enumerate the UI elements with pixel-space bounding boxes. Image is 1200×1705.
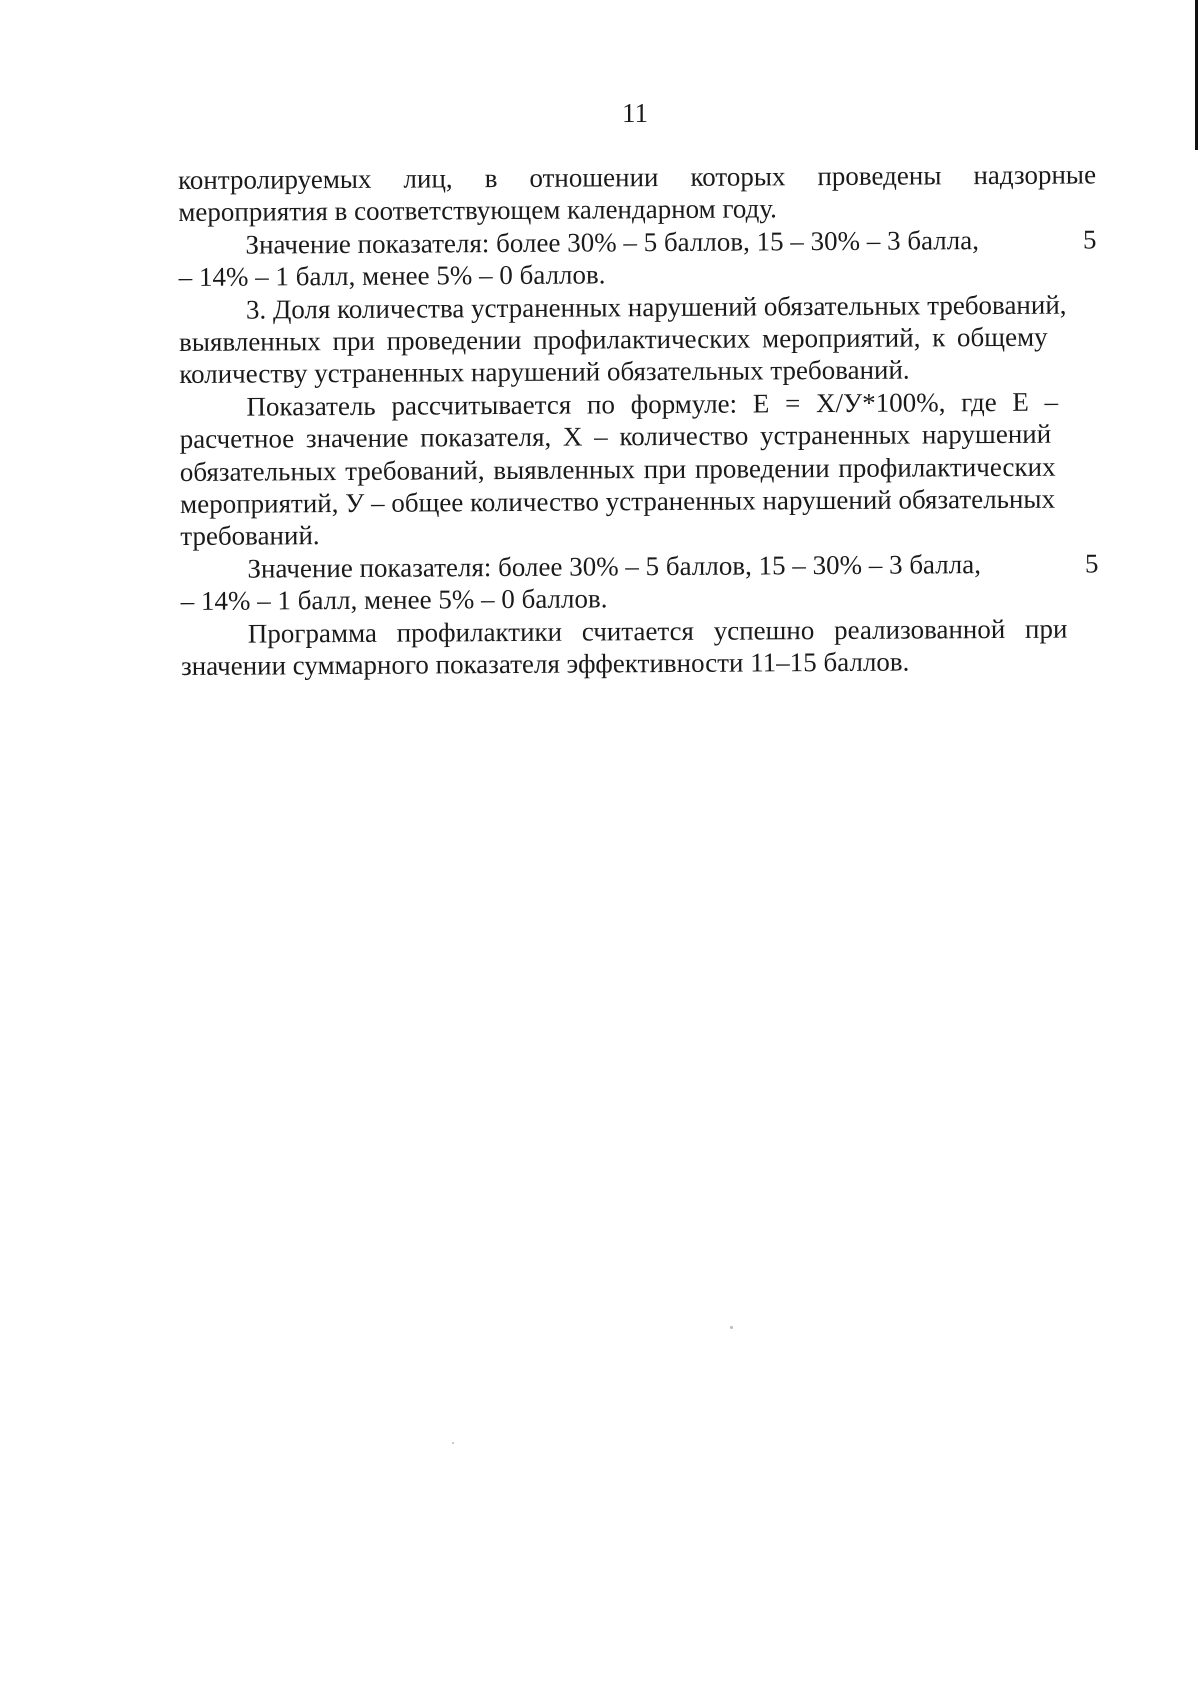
indicator-value-1-text: Значение показателя: более 30% – 5 баллов, 15 – 30% – 3 балла, — [245, 224, 980, 260]
word: отношении — [529, 162, 659, 193]
paragraph-program-conclusion — [181, 612, 1099, 682]
formula-line-3: обязательных требований, выявленных при проведении профилактических — [179, 451, 1056, 487]
formula-line-5: требований. — [180, 520, 320, 552]
paragraph-continuation — [178, 158, 1096, 228]
paragraph-item-3 — [179, 288, 1098, 391]
scan-speck — [730, 1326, 733, 1329]
paragraph-indicator-value-1 — [178, 223, 1096, 293]
item-3-line-1: 3. Доля количества устраненных нарушений обязательных требований, — [245, 289, 1067, 325]
document-body — [178, 158, 1099, 682]
indicator-value-1-margin-number: 5 — [1082, 224, 1097, 255]
indicator-value-1-line-1 — [178, 223, 1096, 261]
paragraph-formula — [179, 385, 1098, 553]
word: контролируемых — [178, 163, 372, 195]
continuation-line-2: мероприятия в соответствующем календарном году. — [178, 193, 777, 228]
formula-line-4: мероприятий, У – общее количество устраненных нарушений обязательных — [179, 483, 1056, 520]
indicator-value-2-line-1 — [180, 547, 1098, 585]
paragraph-indicator-value-2 — [180, 547, 1098, 617]
item-3-line-2: выявленных при проведении профилактических мероприятий, к общему — [178, 321, 1048, 358]
scan-speck — [452, 1442, 454, 1444]
word: лиц, — [403, 163, 453, 194]
indicator-value-2-margin-number: 5 — [1084, 548, 1099, 579]
item-3-line-3: количеству устраненных нарушений обязательных требований. — [179, 354, 910, 390]
word: в — [484, 163, 498, 194]
word: которых — [690, 161, 786, 192]
indicator-value-2-text: Значение показателя: более 30% – 5 баллов, 15 – 30% – 3 балла, — [247, 548, 982, 584]
word: проведены — [817, 160, 942, 192]
program-line-2: значении суммарного показателя эффективности 11–15 баллов. — [180, 646, 910, 682]
indicator-value-1-line-2: – 14% – 1 балл, менее 5% – 0 баллов. — [178, 259, 606, 293]
formula-line-2: расчетное значение показателя, Х – количество устраненных нарушений — [179, 418, 1052, 455]
word: надзорные — [973, 159, 1097, 191]
formula-line-1: Показатель рассчитывается по формуле: Е = Х/У*100%, где Е – — [246, 386, 1059, 422]
program-line-1: Программа профилактики считается успешно реализованной при — [247, 613, 1068, 649]
page-number: 11 — [622, 98, 648, 128]
indicator-value-2-line-2: – 14% – 1 балл, менее 5% – 0 баллов. — [180, 583, 608, 617]
